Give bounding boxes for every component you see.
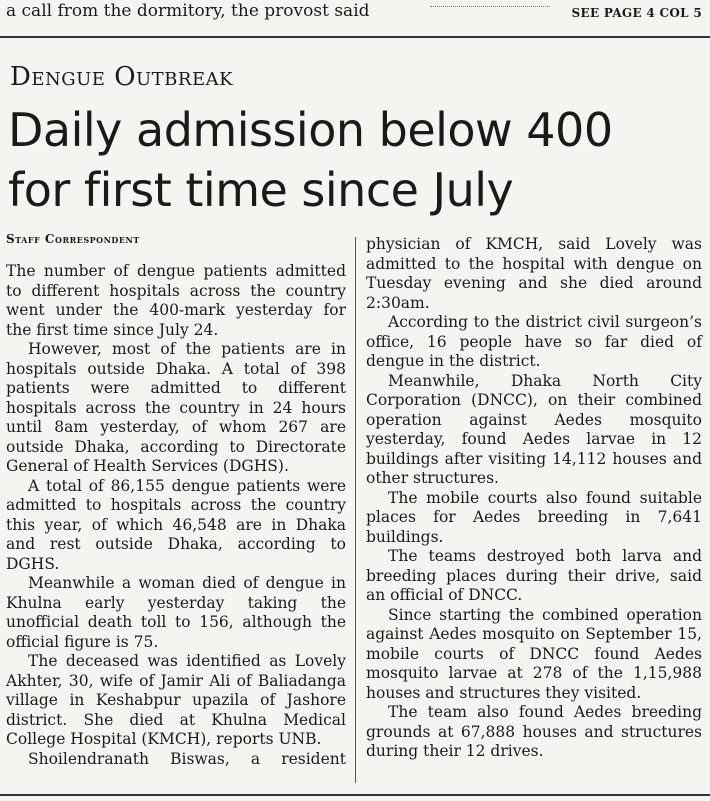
paragraph: However, most of the patients are in hospitals outside Dhaka. A total of 398 patients were admitted to different hospitals across the country in 24 hours until 8am yesterday, of whom 267 are outside Dhaka, according to Directorate General of Health Services (DGHS).	[6, 340, 346, 475]
article-column-2	[366, 235, 702, 762]
paragraph: The deceased was identified as Lovely Akhter, 30, wife of Jamir Ali of Baliadanga village in Keshabpur upazila of Jashore district. She died at Khulna Medical College Hospital (KMCH), reports UNB.	[6, 652, 346, 748]
paragraph: The team also found Aedes breeding grounds at 67,888 houses and structures during their 12 drives.	[366, 703, 702, 760]
paragraph: physician of KMCH, said Lovely was admitted to the hospital with dengue on Tuesday evening and she died around 2:30am.	[366, 235, 702, 312]
byline: Staff Correspondent	[6, 232, 140, 246]
jump-line: SEE PAGE 4 COL 5	[571, 6, 702, 20]
bottom-rule	[0, 794, 710, 796]
previous-story-text: a call from the dormitory, the provost said	[6, 1, 370, 21]
paragraph: According to the district civil surgeon’s office, 16 people have so far died of dengue in the district.	[366, 313, 702, 370]
paragraph: The mobile courts also found suitable places for Aedes breeding in 7,641 buildings.	[366, 488, 702, 546]
paragraph: The number of dengue patients admitted to different hospitals across the country went under the 400-mark yesterday for the first time since July 24.	[6, 262, 346, 339]
paragraph: Meanwhile, Dhaka North City Corporation (DNCC), on their combined operation against Aedes mosquito yesterday, found Aedes larvae in 12 buildings after visiting 14,112 houses and other structures.	[366, 371, 702, 487]
cropped-text-fragment	[430, 0, 550, 7]
paragraph: The teams destroyed both larva and breeding places during their drive, said an official of DNCC.	[366, 547, 702, 604]
paragraph: A total of 86,155 dengue patients were admitted to hospitals across the country this year, of which 46,548 are in Dhaka and rest outside Dhaka, according to DGHS.	[6, 476, 346, 573]
kicker: Dengue Outbreak	[10, 62, 234, 92]
headline-line-2: for first time since July	[8, 163, 514, 217]
paragraph: Shoilendranath Biswas, a resident	[28, 749, 346, 768]
headline	[8, 100, 698, 220]
previous-story-strip	[0, 0, 710, 38]
headline-line-1: Daily admission below 400	[8, 103, 613, 157]
paragraph: Meanwhile a woman died of dengue in Khulna early yesterday taking the unofficial death toll to 156, although the official figure is 75.	[6, 574, 346, 651]
column-divider	[355, 237, 356, 783]
article-column-1	[6, 262, 346, 769]
paragraph: Since starting the combined operation against Aedes mosquito on September 15, mobile courts of DNCC found Aedes mosquito larvae at 278 of the 1,15,988 houses and structures they visited.	[366, 605, 702, 702]
